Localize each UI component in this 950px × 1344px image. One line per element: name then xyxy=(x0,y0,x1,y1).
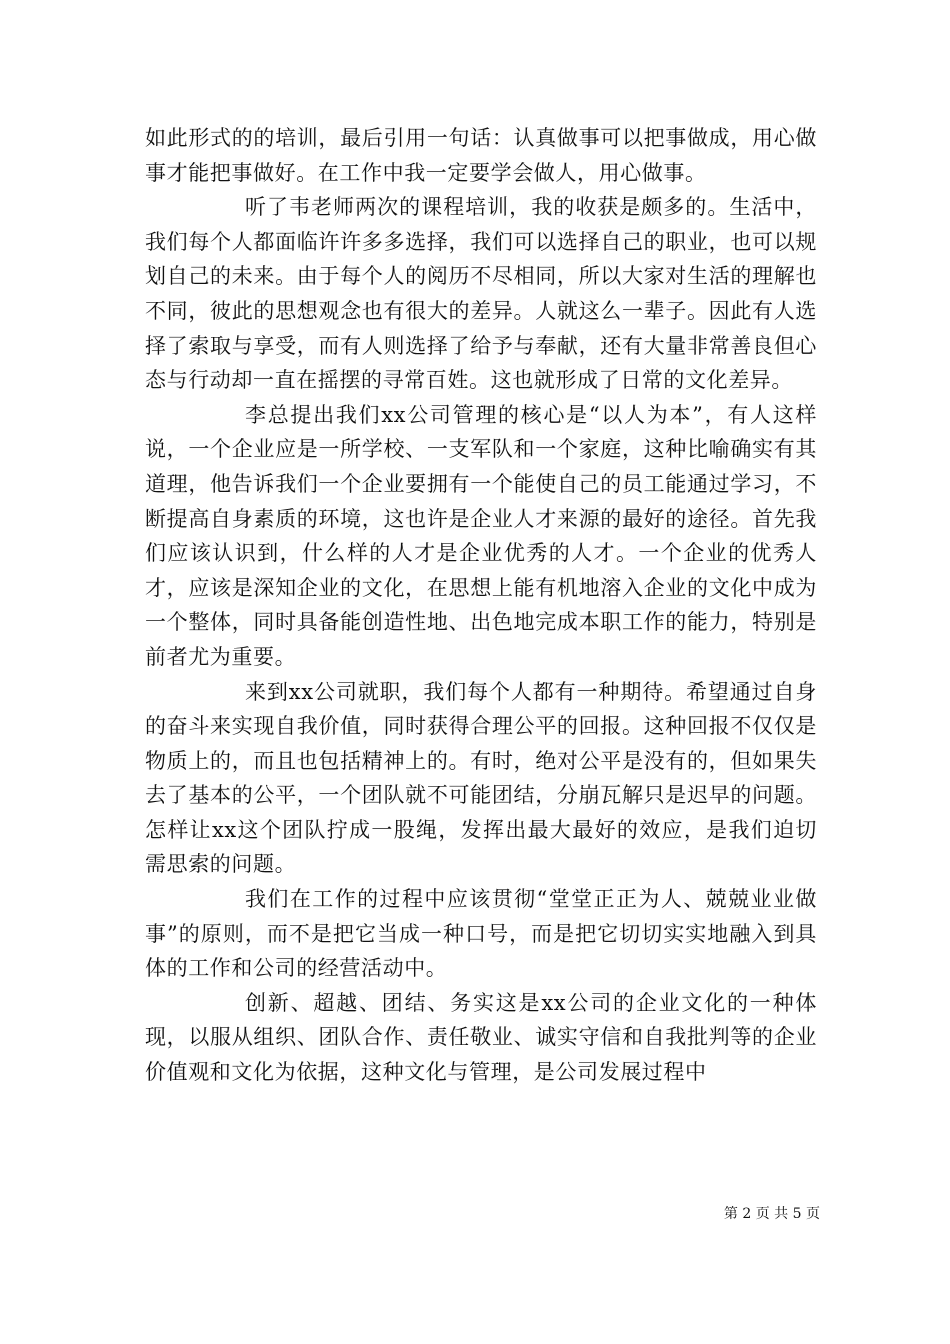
paragraph: 李总提出我们xx公司管理的核心是“以人为本”，有人这样说，一个企业应是一所学校、一支军队和一个家庭，这种比喻确实有其道理，他告诉我们一个企业要拥有一个能使自己的员工能通过学习，不断提高自身素质的环境，这也许是企业人才来源的最好的途径。首先我们应该认识到，什么样的人才是企业优秀的人才。一个企业的优秀人才，应该是深知企业的文化，在思想上能有机地溶入企业的文化中成为一个整体，同时具备能创造性地、出色地完成本职工作的能力，特别是前者尤为重要。 xyxy=(145,402,817,669)
page-number-footer: 第 2 页 共 5 页 xyxy=(723,1206,820,1222)
paragraph: 我们在工作的过程中应该贯彻“堂堂正正为人、兢兢业业做事”的原则，而不是把它当成一种口号，而是把它切切实实地融入到具体的工作和公司的经营活动中。 xyxy=(145,887,817,981)
paragraph: 创新、超越、团结、务实这是xx公司的企业文化的一种体现，以服从组织、团队合作、责任敬业、诚实守信和自我批判等的企业价值观和文化为依据，这种文化与管理，是公司发展过程中 xyxy=(145,990,817,1085)
paragraph: 来到xx公司就职，我们每个人都有一种期待。希望通过自身的奋斗来实现自我价值，同时获得合理公平的回报。这种回报不仅仅是物质上的，而且也包括精神上的。有时，绝对公平是没有的，但如果失去了基本的公平，一个团队就不可能团结，分崩瓦解只是迟早的问题。怎样让xx这个团队拧成一股绳，发挥出最大最好的效应，是我们迫切需思索的问题。 xyxy=(145,679,817,877)
document-body xyxy=(145,121,817,1090)
paragraph: 听了韦老师两次的课程培训，我的收获是颇多的。生活中，我们每个人都面临许许多多选择，我们可以选择自己的职业，也可以规划自己的未来。由于每个人的阅历不尽相同，所以大家对生活的理解也不同，彼此的思想观念也有很大的差异。人就这么一辈子。因此有人选择了索取与享受，而有人则选择了给予与奉献，还有大量非常善良但心态与行动却一直在摇摆的寻常百姓。这也就形成了日常的文化差异。 xyxy=(145,195,817,393)
paragraph-continuation: 如此形式的的培训，最后引用一句话：认真做事可以把事做成，用心做事才能把事做好。在工作中我一定要学会做人，用心做事。 xyxy=(145,126,817,185)
